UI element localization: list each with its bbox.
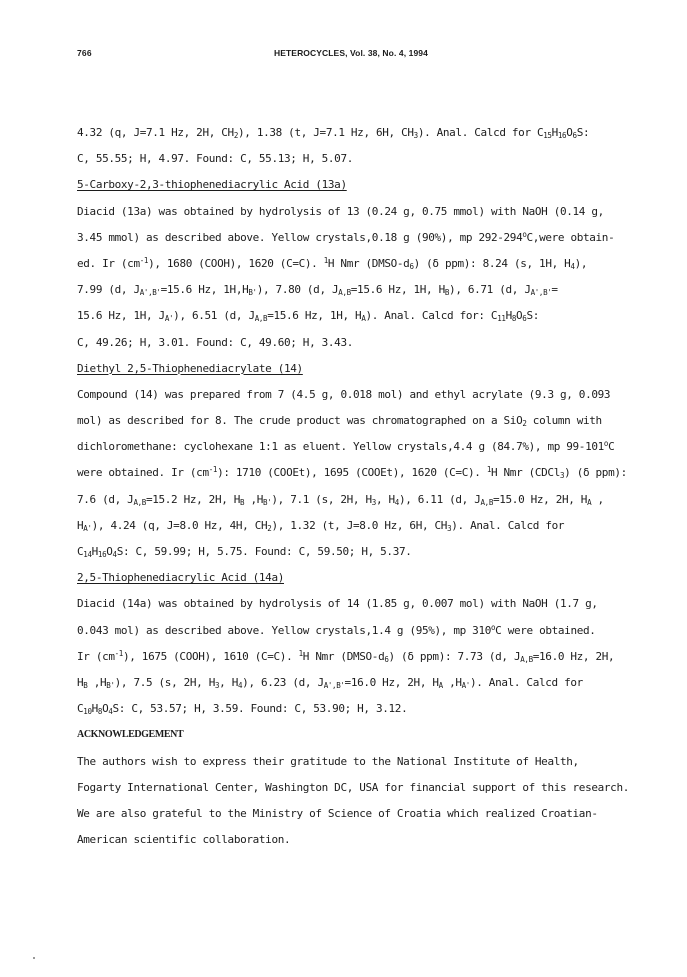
text-run: H <box>505 309 512 323</box>
text-run: C, 55.55; H, 4.97. Found: C, 55.13; H, 5.07. <box>77 152 353 166</box>
text-run: ), 6.23 (d, J <box>242 675 324 689</box>
subscript: 16 <box>557 131 567 140</box>
text-line <box>77 539 677 565</box>
text-run: , H <box>219 675 238 689</box>
subscript: B <box>240 497 245 507</box>
subscript: 4 <box>570 261 575 271</box>
text-run: 7.99 (d, J <box>77 283 140 297</box>
text-run: S: C, 59.99; H, 5.75. Found: C, 59.50; H, 5.37. <box>116 545 412 558</box>
text-line <box>77 749 677 775</box>
subscript: 6 <box>522 314 527 324</box>
text-run: 4.32 (q, J=7.1 Hz, 2H, CH <box>77 126 234 139</box>
superscript: -1 <box>208 465 218 475</box>
superscript: 1 <box>486 465 491 475</box>
subscript: 4 <box>112 550 117 559</box>
text-run: =15.2 Hz, 2H, H <box>145 492 241 506</box>
text-run: Compound (14) was prepared from 7 (4.5 g, 0.018 mol) and ethyl acrylate (9.3 g, 0.093 <box>77 387 611 401</box>
subscript: B <box>83 680 88 690</box>
subscript: A,B <box>520 654 533 664</box>
text-run: C <box>77 545 84 558</box>
subscript: B' <box>263 497 272 507</box>
text-run: ). Anal. Calcd for C <box>417 126 544 139</box>
subscript: 3 <box>413 131 418 140</box>
text-run: ), 1.32 (t, J=8.0 Hz, 6H, CH <box>271 518 448 532</box>
text-run: C <box>77 702 84 716</box>
text-run: , <box>591 492 604 506</box>
subscript: B <box>444 288 450 298</box>
subscript: 16 <box>97 550 107 559</box>
text-run: C <box>608 440 615 454</box>
superscript: -1 <box>114 648 123 658</box>
text-run: C were obtained. <box>495 623 596 637</box>
subscript: A',B' <box>530 288 552 298</box>
text-run: ). Anal. Calcd for: C <box>365 309 498 323</box>
text-run: ), 1675 (COOH), 1610 (C=C). <box>122 649 299 663</box>
text-run: American scientific collaboration. <box>77 833 291 847</box>
superscript: 1 <box>298 648 303 658</box>
text-run: 7.6 (d, J <box>77 492 134 506</box>
text-run: 0.043 mol) as described above. Yellow crystals,1.4 g (95%), mp 310 <box>77 623 491 637</box>
text-run: H Nmr (CDCl <box>490 466 560 480</box>
subscript: B' <box>248 288 257 298</box>
subscript: 6 <box>572 131 577 140</box>
text-line <box>77 251 677 277</box>
text-run: 2,5-Thiophenediacrylic Acid (14a) <box>77 571 284 585</box>
text-line <box>77 382 677 408</box>
superscript: o <box>603 439 609 449</box>
subscript: A <box>438 680 443 690</box>
subscript: 3 <box>371 497 376 507</box>
text-run: ), 7.5 (s, 2H, H <box>114 675 215 689</box>
compound-heading <box>77 172 677 198</box>
subscript: A' <box>83 523 92 533</box>
scan-dot <box>33 957 35 959</box>
compound-heading <box>77 565 677 591</box>
text-run: ), 7.1 (s, 2H, H <box>271 492 372 506</box>
text-run: The authors wish to express their gratitude to the National Institute of Health, <box>77 754 579 768</box>
subscript: 4 <box>394 497 399 507</box>
text-line <box>77 513 677 539</box>
subscript: 2 <box>267 523 272 533</box>
subscript: 6 <box>409 261 414 271</box>
text-run: Diethyl 2,5-Thiophenediacrylate (14) <box>77 361 303 375</box>
text-run: ), 4.24 (q, J=8.0 Hz, 4H, CH <box>91 518 268 532</box>
text-run: ,H <box>87 675 107 689</box>
subscript: B' <box>106 680 115 690</box>
subscript: 11 <box>497 314 506 324</box>
text-run: ), 1.38 (t, J=7.1 Hz, 6H, CH <box>238 126 414 139</box>
text-run: H <box>77 675 84 689</box>
text-run: ,H <box>442 675 462 689</box>
subscript: 4 <box>108 707 113 717</box>
subscript: A,B <box>338 288 351 298</box>
text-run: We are also grateful to the Ministry of Science of Croatia which realized Croatian- <box>77 806 598 820</box>
subscript: 4 <box>238 680 243 690</box>
text-line <box>77 487 677 513</box>
subscript: 2 <box>233 131 238 140</box>
text-run: H Nmr (DMSO-d <box>302 649 385 663</box>
text-run: H <box>91 702 98 716</box>
text-run: ). Anal. Calcd for <box>469 675 583 689</box>
text-run: Diacid (13a) was obtained by hydrolysis of 13 (0.24 g, 0.75 mmol) with NaOH (0.14 g, <box>77 204 604 218</box>
superscript: -1 <box>139 255 149 265</box>
text-line <box>77 303 677 329</box>
text-run: H Nmr (DMSO-d <box>327 256 410 270</box>
text-run: O <box>106 545 113 558</box>
subscript: A',B' <box>139 288 161 298</box>
text-run: ACKNOWLEDGEMENT <box>77 729 184 741</box>
text-line <box>77 696 677 722</box>
text-line <box>77 225 677 251</box>
text-line <box>77 460 677 486</box>
subscript: 6 <box>384 654 389 664</box>
text-run: ), 6.11 (d, J <box>398 492 481 506</box>
text-run: O <box>566 126 573 139</box>
text-run: ), 6.51 (d, J <box>173 309 255 323</box>
text-run: H <box>551 126 558 139</box>
subscript: 8 <box>511 314 517 324</box>
text-run: ): 1710 (COOEt), 1695 (COOEt), 1620 (C=C). <box>217 466 487 480</box>
text-run: C, 49.26; H, 3.01. Found: C, 49.60; H, 3.43. <box>77 335 353 349</box>
text-run: Ir (cm <box>77 649 115 663</box>
subscript: 14 <box>83 550 92 559</box>
text-line <box>77 120 677 146</box>
subscript: A <box>361 314 366 324</box>
text-run: ,H <box>244 492 264 506</box>
text-run: O <box>516 309 523 323</box>
text-run: C,were obtain- <box>526 230 615 244</box>
text-run: ed. Ir (cm <box>77 256 140 270</box>
subscript: 3 <box>559 471 565 481</box>
text-run: column with <box>526 414 602 428</box>
text-run: ), 1680 (COOH), 1620 (C=C). <box>148 256 324 270</box>
document-body <box>77 120 677 853</box>
text-run: ) (δ ppm): 7.73 (d, J <box>388 649 521 663</box>
subscript: 2 <box>522 419 527 429</box>
text-run: S: <box>576 126 590 139</box>
subscript: 10 <box>83 707 92 717</box>
text-run: =16.0 Hz, 2H, <box>532 649 615 663</box>
text-run: dichloromethane: cyclohexane 1:1 as eluent. Yellow crystals,4.4 g (84.7%), mp 99-101 <box>77 440 604 454</box>
text-run: Diacid (14a) was obtained by hydrolysis of 14 (1.85 g, 0.007 mol) with NaOH (1.7 g, <box>77 597 598 611</box>
text-line <box>77 644 677 670</box>
text-run: =15.0 Hz, 2H, H <box>492 492 588 506</box>
text-run: ), <box>574 256 588 270</box>
text-run: ) (δ ppm): <box>564 466 627 480</box>
subscript: 15 <box>543 131 552 140</box>
journal-citation: HETEROCYCLES, Vol. 38, No. 4, 1994 <box>274 48 428 58</box>
superscript: o <box>522 229 527 239</box>
subscript: A' <box>164 314 174 324</box>
text-run: =16.0 Hz, 2H, H <box>344 675 439 689</box>
text-line <box>77 408 677 434</box>
text-line <box>77 277 677 303</box>
subscript: A' <box>461 680 470 690</box>
text-run: S: C, 53.57; H, 3.59. Found: C, 53.90; H, 3.12. <box>112 702 408 716</box>
text-run: ) (δ ppm): 8.24 (s, 1H, H <box>413 256 571 270</box>
compound-heading <box>77 356 677 382</box>
subscript: 8 <box>97 707 103 717</box>
text-run: =15.6 Hz, 1H, H <box>267 309 362 323</box>
subscript: A <box>587 497 592 507</box>
superscript: 1 <box>323 255 328 265</box>
text-line <box>77 199 677 225</box>
text-line <box>77 618 677 644</box>
text-run: S: <box>526 309 540 323</box>
text-run: H <box>91 545 98 558</box>
text-run: O <box>102 702 109 716</box>
text-run: 3.45 mmol) as described above. Yellow crystals,0.18 g (90%), mp 292-294 <box>77 230 523 244</box>
text-run: ), 6.71 (d, J <box>449 283 531 297</box>
text-line <box>77 670 677 696</box>
text-run: mol) as described for 8. The crude product was chromatographed on a SiO <box>77 414 523 428</box>
text-line <box>77 827 677 853</box>
page-number: 766 <box>77 48 92 58</box>
running-header <box>0 48 687 64</box>
superscript: o <box>491 622 496 632</box>
text-line <box>77 330 677 356</box>
subscript: 3 <box>215 680 220 690</box>
text-run: H <box>77 518 84 532</box>
text-run: 15.6 Hz, 1H, J <box>77 309 165 323</box>
text-line <box>77 775 677 801</box>
text-run: , H <box>375 492 395 506</box>
text-run: ), 7.80 (d, J <box>256 283 339 297</box>
subscript: A,B <box>133 497 146 507</box>
text-line <box>77 146 677 172</box>
text-line <box>77 434 677 460</box>
text-run: =15.6 Hz, 1H, H <box>350 283 445 297</box>
subscript: A',B' <box>323 680 345 690</box>
subscript: 3 <box>447 523 452 533</box>
text-line <box>77 591 677 617</box>
text-line <box>77 801 677 827</box>
text-run: Fogarty International Center, Washington DC, USA for financial support of this research. <box>77 780 629 794</box>
subscript: A,B <box>480 497 493 507</box>
text-run: ). Anal. Calcd for <box>451 518 565 532</box>
text-run: 5-Carboxy-2,3-thiophenediacrylic Acid (13a) <box>77 178 347 192</box>
text-run: =15.6 Hz, 1H,H <box>160 283 249 297</box>
text-run: were obtained. Ir (cm <box>77 466 209 480</box>
text-run: = <box>551 283 558 297</box>
section-heading <box>77 722 677 748</box>
subscript: A,B <box>254 314 268 324</box>
